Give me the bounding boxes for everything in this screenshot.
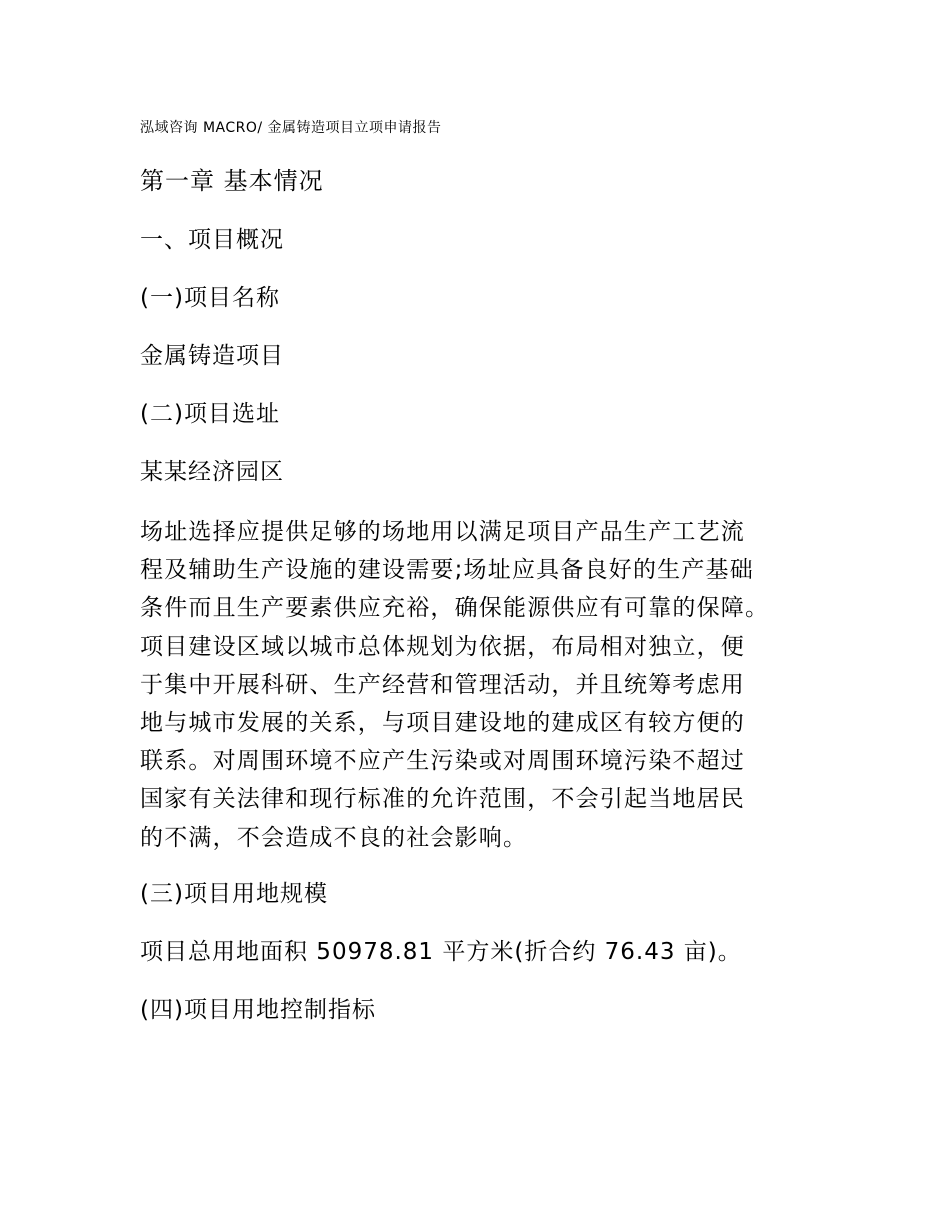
paragraph-line: 项目建设区域以城市总体规划为依据，布局相对独立，便 — [140, 633, 745, 660]
paragraph-line: 地与城市发展的关系，与项目建设地的建成区有较方便的 — [140, 710, 745, 737]
subsection-heading-name: (一)项目名称 — [140, 285, 280, 311]
paragraph-line: 国家有关法律和现行标准的允许范围，不会引起当地居民 — [140, 786, 745, 813]
paragraph-line: 于集中开展科研、生产经营和管理活动，并且统筹考虑用 — [140, 671, 745, 698]
paragraph-line: 联系。对周围环境不应产生污染或对周围环境污染不超过 — [140, 748, 745, 775]
chapter-title: 第一章 基本情况 — [140, 167, 324, 195]
project-site: 某某经济园区 — [140, 459, 284, 485]
project-name: 金属铸造项目 — [140, 343, 284, 369]
paragraph-line: 程及辅助生产设施的建设需要;场址应具备良好的生产基础 — [140, 557, 754, 584]
land-area-statement: 项目总用地面积 50978.81 平方米(折合约 76.43 亩)。 — [140, 939, 742, 965]
page-header: 泓域咨询 MACRO/ 金属铸造项目立项申请报告 — [140, 120, 442, 136]
subsection-heading-land-scale: (三)项目用地规模 — [140, 881, 328, 907]
subsection-heading-site: (二)项目选址 — [140, 401, 280, 427]
paragraph-line: 条件而且生产要素供应充裕，确保能源供应有可靠的保障。 — [140, 595, 770, 622]
subsection-heading-land-control: (四)项目用地控制指标 — [140, 997, 376, 1023]
site-selection-paragraph — [140, 513, 820, 857]
paragraph-line: 的不满，不会造成不良的社会影响。 — [140, 824, 528, 851]
section-heading: 一、项目概况 — [140, 227, 284, 253]
paragraph-line: 场址选择应提供足够的场地用以满足项目产品生产工艺流 — [140, 519, 745, 545]
